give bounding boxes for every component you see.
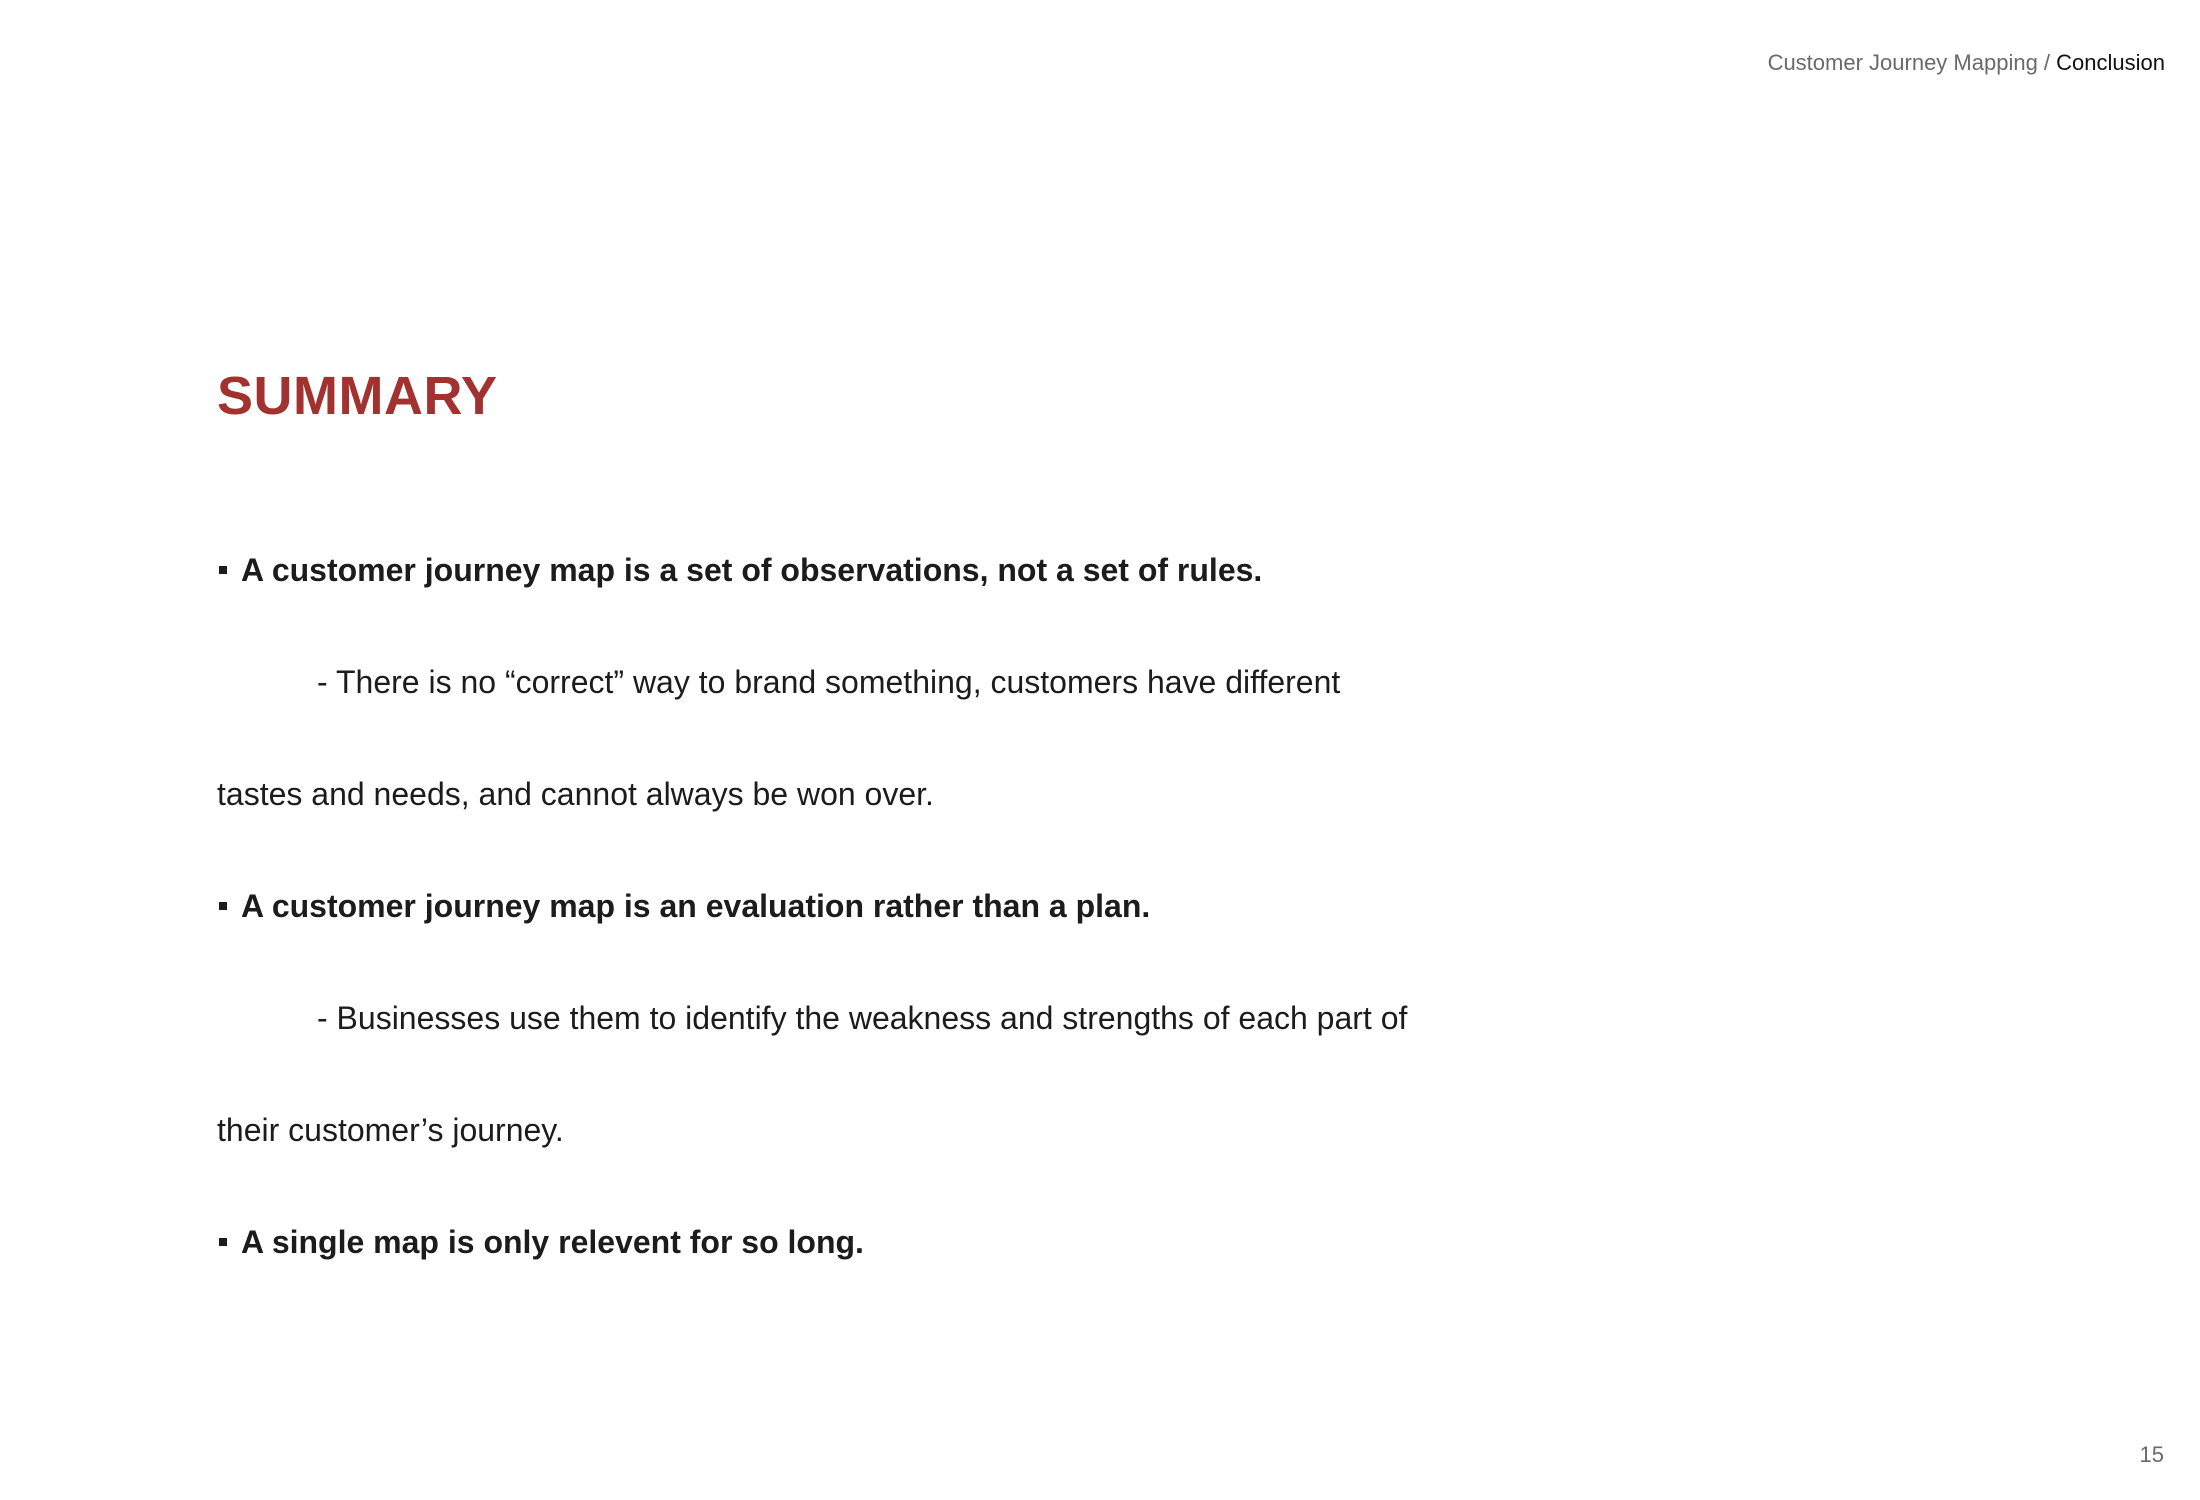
summary-point-1-detail-1: - There is no “correct” way to brand something, customers have different bbox=[317, 664, 1341, 700]
bullet-square-icon bbox=[219, 566, 227, 574]
summary-point-1-detail-2: tastes and needs, and cannot always be won over. bbox=[217, 776, 934, 812]
summary-point-3-text: A single map is only relevent for so long. bbox=[241, 1224, 864, 1260]
summary-point-2-detail-1: - Businesses use them to identify the weakness and strengths of each part of bbox=[317, 1000, 1408, 1036]
breadcrumb-separator: / bbox=[2037, 50, 2057, 75]
page-title: SUMMARY bbox=[217, 366, 498, 426]
summary-list bbox=[217, 540, 1617, 1324]
breadcrumb bbox=[1768, 50, 2165, 76]
bullet-square-icon bbox=[219, 902, 227, 910]
breadcrumb-section: Customer Journey Mapping bbox=[1767, 50, 2038, 75]
summary-point-2-detail-2: their customer’s journey. bbox=[217, 1112, 564, 1148]
bullet-square-icon bbox=[219, 1238, 227, 1246]
summary-point-2-text: A customer journey map is an evaluation rather than a plan. bbox=[241, 888, 1151, 924]
summary-point-1 bbox=[217, 540, 1617, 652]
summary-point-3 bbox=[217, 1212, 1617, 1324]
breadcrumb-current: Conclusion bbox=[2056, 50, 2165, 75]
summary-point-2 bbox=[217, 876, 1617, 988]
summary-point-1-text: A customer journey map is a set of observations, not a set of rules. bbox=[241, 552, 1263, 588]
page-number: 15 bbox=[2139, 1442, 2164, 1467]
